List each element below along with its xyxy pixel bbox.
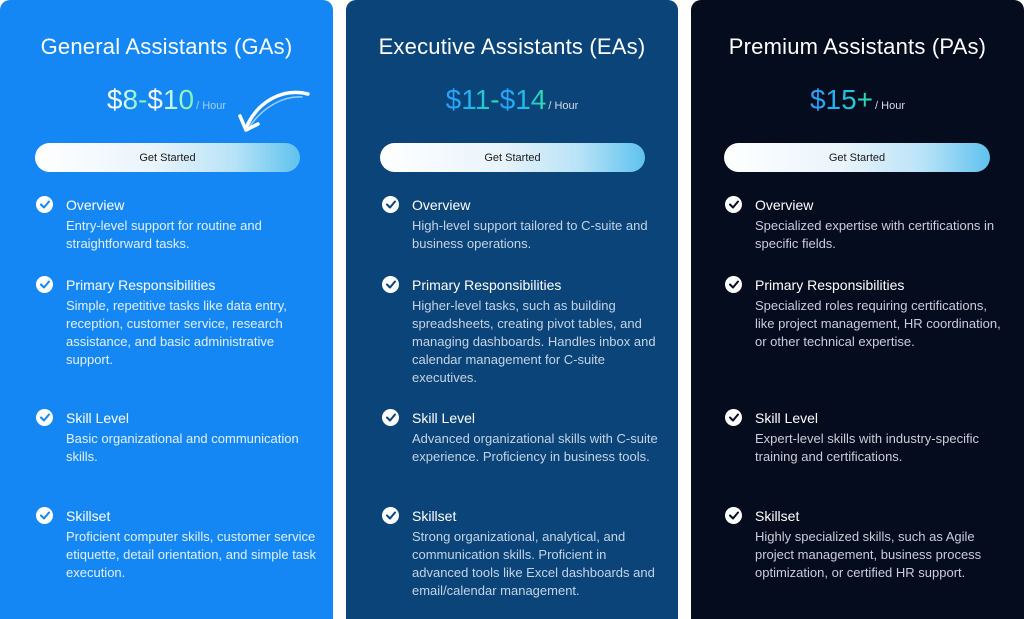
price-unit: / Hour xyxy=(548,100,579,112)
section-title: Skill Level xyxy=(755,409,819,426)
section-body: Entry-level support for routine and straightforward tasks. xyxy=(66,218,262,251)
section-primary-responsibilities xyxy=(382,276,662,387)
section-body: Strong organizational, analytical, and communication skills. Proficient in advanced tools like Excel dashboards and email/calendar management. xyxy=(412,529,655,598)
section-title: Skillset xyxy=(412,507,457,524)
price-row xyxy=(691,84,1024,116)
price-unit: / Hour xyxy=(196,100,227,112)
check-circle-icon xyxy=(725,276,742,293)
section-body: Highly specialized skills, such as Agile project management, business process optimization, or certified HR support. xyxy=(755,529,982,580)
section-skill-level xyxy=(36,409,317,466)
check-circle-icon xyxy=(725,507,742,524)
check-circle-icon xyxy=(382,507,399,524)
section-title: Overview xyxy=(66,196,125,213)
check-circle-icon xyxy=(36,409,53,426)
section-primary-responsibilities xyxy=(36,276,317,369)
section-skillset xyxy=(36,507,317,582)
plan-title: General Assistants (GAs) xyxy=(40,34,293,59)
section-primary-responsibilities xyxy=(725,276,1008,351)
check-circle-icon xyxy=(382,196,399,213)
price-unit: / Hour xyxy=(875,100,906,112)
section-overview xyxy=(725,196,1008,253)
plan-title: Executive Assistants (EAs) xyxy=(378,34,646,59)
section-title: Skillset xyxy=(755,507,800,524)
get-started-button[interactable]: Get Started xyxy=(380,143,645,172)
plan-card-premium-assistants xyxy=(691,0,1024,619)
get-started-button[interactable]: Get Started xyxy=(724,143,990,172)
section-skillset xyxy=(382,507,662,600)
section-title: Primary Responsibilities xyxy=(66,276,216,293)
check-circle-icon xyxy=(382,276,399,293)
section-title: Primary Responsibilities xyxy=(755,276,905,293)
section-skill-level xyxy=(725,409,1008,466)
section-title: Overview xyxy=(755,196,814,213)
section-skillset xyxy=(725,507,1008,582)
section-title: Skillset xyxy=(66,507,111,524)
section-title: Primary Responsibilities xyxy=(412,276,562,293)
get-started-button[interactable]: Get Started xyxy=(35,143,300,172)
section-body: Advanced organizational skills with C-suite experience. Proficiency in business tools. xyxy=(412,431,658,464)
section-body: Proficient computer skills, customer service etiquette, detail orientation, and simple task execution. xyxy=(66,529,317,580)
check-circle-icon xyxy=(36,507,53,524)
section-title: Skill Level xyxy=(412,409,476,426)
price-low: $8- xyxy=(106,84,148,115)
check-circle-icon xyxy=(382,409,399,426)
section-overview xyxy=(382,196,662,253)
price-high: $10 xyxy=(147,84,195,115)
curved-arrow-icon xyxy=(236,86,312,138)
section-body: Expert-level skills with industry-specific training and certifications. xyxy=(755,431,979,464)
plan-title: Premium Assistants (PAs) xyxy=(728,34,987,59)
check-circle-icon xyxy=(725,196,742,213)
plan-card-general-assistants xyxy=(0,0,333,619)
section-body: High-level support tailored to C-suite and business operations. xyxy=(412,218,648,251)
section-body: Basic organizational and communication skills. xyxy=(66,431,299,464)
price-low: $15+ xyxy=(809,84,874,115)
section-overview xyxy=(36,196,317,253)
section-body: Higher-level tasks, such as building spreadsheets, creating pivot tables, and managing dashboards. Handles inbox and calendar management for C-suite executives. xyxy=(412,298,656,385)
price-high: $14 xyxy=(499,84,547,115)
price-row xyxy=(346,84,678,116)
price-low: $11- xyxy=(445,84,500,115)
check-circle-icon xyxy=(36,276,53,293)
check-circle-icon xyxy=(36,196,53,213)
section-body: Simple, repetitive tasks like data entry, reception, customer service, research assistance, and basic administrative support. xyxy=(66,298,287,367)
section-body: Specialized expertise with certifications in specific fields. xyxy=(755,218,995,251)
section-title: Overview xyxy=(412,196,471,213)
section-skill-level xyxy=(382,409,662,466)
check-circle-icon xyxy=(725,409,742,426)
section-body: Specialized roles requiring certifications, like project management, HR coordination, or other technical expertise. xyxy=(755,298,1001,349)
section-title: Skill Level xyxy=(66,409,130,426)
plan-card-executive-assistants xyxy=(346,0,678,619)
